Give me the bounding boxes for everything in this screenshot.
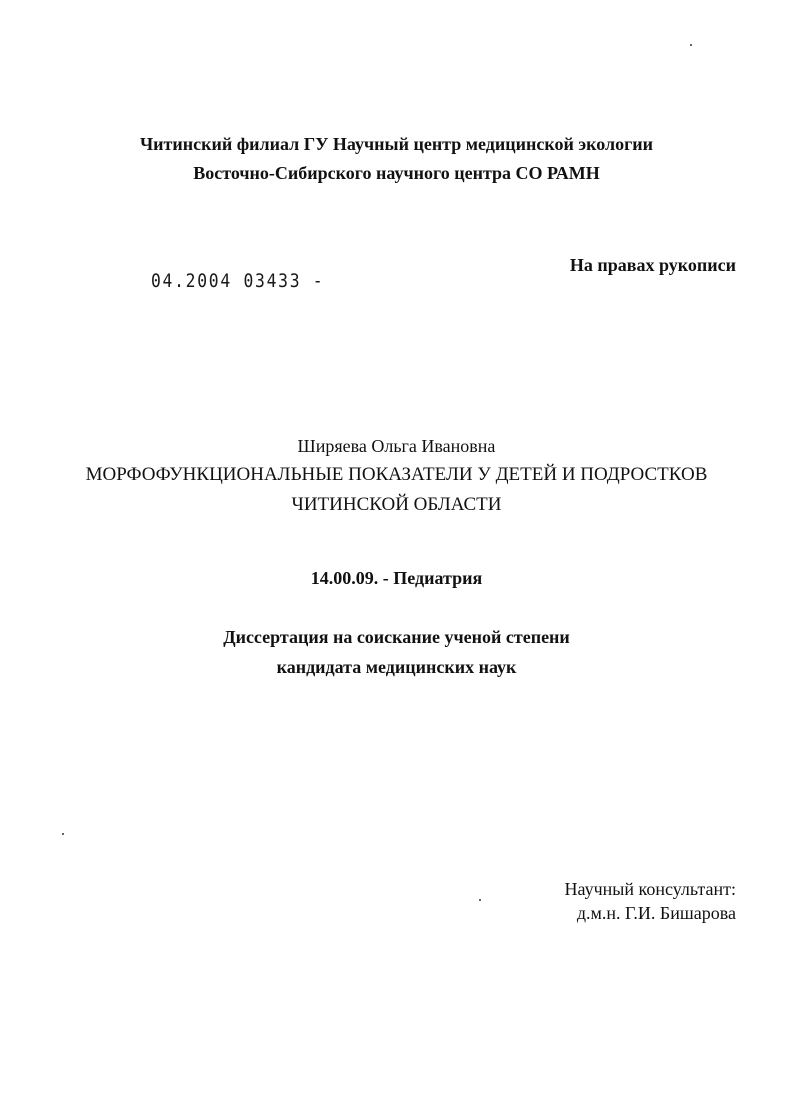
institution-line-1: Читинский филиал ГУ Научный центр медицинской экологии (139, 134, 654, 154)
thesis-title-line-2: ЧИТИНСКОЙ ОБЛАСТИ (291, 494, 502, 515)
advisor-label: Научный консультант: (564, 879, 736, 899)
author-name: Ширяева Ольга Ивановна (297, 436, 496, 456)
dissertation-line-2: кандидата медицинских наук (276, 657, 517, 677)
advisor-name: д.м.н. Г.И. Бишарова (576, 903, 736, 923)
manuscript-note: На правах рукописи (569, 255, 736, 275)
scan-speck (690, 44, 692, 46)
specialty-code: 14.00.09. - Педиатрия (310, 568, 483, 588)
thesis-title-line-1: МОРФОФУНКЦИОНАЛЬНЫЕ ПОКАЗАТЕЛИ У ДЕТЕЙ И ПОДРОСТКОВ (85, 464, 708, 485)
scan-speck (62, 833, 64, 835)
dissertation-line-1: Диссертация на соискание ученой степени (223, 627, 570, 647)
scan-speck (479, 899, 481, 901)
advisor-block (565, 878, 737, 924)
institution-line-2: Восточно-Сибирского научного центра СО РАМН (193, 163, 600, 183)
registration-stamp: 04.2004 03433 - (151, 270, 325, 292)
